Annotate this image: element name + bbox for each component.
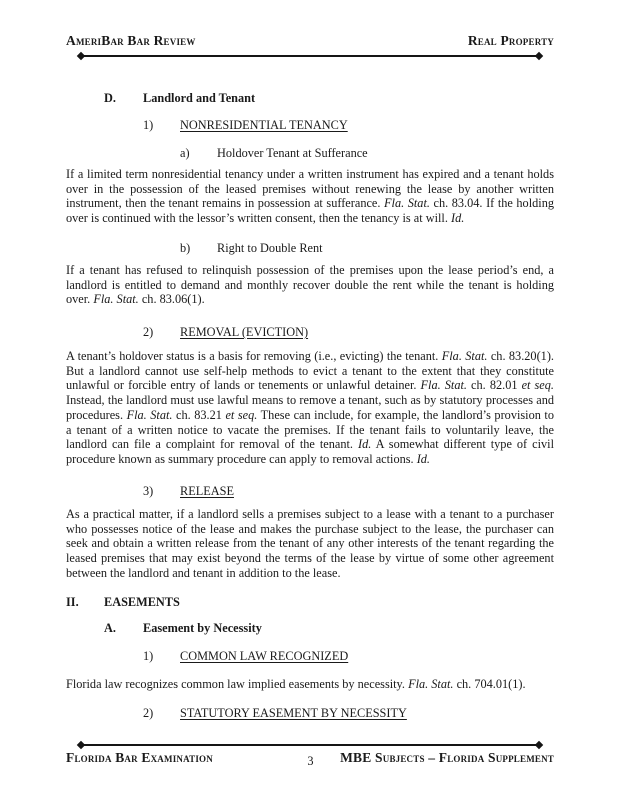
text-run: If a limited term nonresidential tenancy under a written instrument has expired and a tenant holds over in the possession of the leased premises without renewing the lease by another written instrument, then the tenant remains in possession at sufferance. (66, 167, 554, 211)
header-right-text: Real Property (467, 33, 554, 48)
footer-rule (80, 744, 540, 746)
citation-run: Fla. Stat. (384, 196, 430, 211)
citation-run: Id. (357, 437, 372, 452)
heading-label: b) (180, 241, 191, 255)
footer-left-text: Florida Bar Examination (66, 750, 213, 765)
heading-holdover-tenant-at-sufferance (66, 146, 554, 161)
header-rule (80, 55, 540, 57)
heading-text: NONRESIDENTIAL TENANCY (180, 118, 348, 132)
text-run: ch. 83.20(1). But a landlord cannot use self-help methods to evict a tenant to the extent that they constitute unlawful or forcible entry of lands or tenements or unlawful detainer. (66, 349, 554, 393)
heading-label: 3) (143, 484, 154, 498)
paragraph-removal (66, 349, 554, 467)
text-run: A somewhat different type of civil procedure known as summary procedure can apply to removal actions. (66, 437, 554, 466)
text-run: A tenant’s holdover status is a basis for removing (i.e., evicting) the tenant. (66, 349, 442, 363)
citation-run: Fla. Stat. (126, 407, 173, 422)
heading-text: Easement by Necessity (143, 621, 262, 635)
heading-landlord-and-tenant (66, 91, 554, 106)
footer-right-text: MBE Subjects – Florida Supplement (340, 750, 554, 765)
citation-run: Fla. Stat. (420, 378, 467, 393)
page-header (66, 33, 554, 49)
heading-label: A. (104, 621, 116, 635)
heading-release (66, 484, 554, 499)
heading-label: II. (66, 595, 79, 609)
heading-label: 1) (143, 118, 154, 132)
heading-label: 1) (143, 649, 154, 663)
citation-run: Id. (416, 451, 431, 466)
citation-run: Fla. Stat. (93, 292, 139, 307)
heading-text: Landlord and Tenant (143, 91, 256, 105)
heading-label: D. (104, 91, 116, 105)
heading-easement-by-necessity (66, 621, 554, 636)
text-run: ch. 83.04. If the holding over is continued with the lessor’s written consent, then the tenancy is at will. (66, 196, 554, 226)
heading-text: Right to Double Rent (217, 241, 323, 255)
paragraph-release (66, 507, 554, 581)
text-run: If a tenant has refused to relinquish possession of the premises upon the lease period’s end, a landlord is entitled to demand and monthly recover double the rent while the tenant is holding over. (66, 263, 554, 307)
text-run: Instead, the landlord must use lawful means to remove a tenant, such as by statutory processes and procedures. (66, 393, 554, 422)
heading-text: EASEMENTS (104, 595, 180, 609)
page-number: 3 (307, 754, 314, 768)
paragraph-double-rent (66, 263, 554, 307)
heading-text: STATUTORY EASEMENT BY NECESSITY (180, 706, 407, 720)
text-run: ch. 82.01 (466, 378, 522, 393)
heading-label: 2) (143, 706, 154, 720)
heading-text: RELEASE (180, 484, 234, 498)
heading-text: COMMON LAW RECOGNIZED (180, 649, 349, 663)
paragraph-holdover-sufferance (66, 167, 554, 226)
heading-statutory-easement-by-necessity (66, 706, 554, 721)
text-run: ch. 83.21 (172, 407, 226, 422)
text-run: ch. 83.06(1). (138, 292, 205, 307)
text-run: These can include, for example, the landlord’s provision to a tenant of a written notice to vacate the premises. If the tenant fails to voluntarily leave, the landlord can file a complaint for removal of the tenant. (66, 407, 554, 452)
heading-common-law-recognized (66, 649, 554, 664)
text-run: Florida law recognizes common law implied easements by necessity. (66, 677, 409, 691)
citation-run: Fla. Stat. (441, 349, 488, 363)
heading-label: 2) (143, 325, 154, 339)
text-run: As a practical matter, if a landlord sells a premises subject to a lease with a tenant to a purchaser who possesses notice of the lease and makes the purchase subject to the lease, the purchaser can seek and obtain a written release from the tenant of any other interests of the tenant regarding the leased premises that may exist beyond the terms of the lease by virtue of some other agreement between the landlord and tenant in addition to the lease. (66, 507, 554, 580)
heading-right-to-double-rent (66, 241, 554, 256)
text-run: ch. 704.01(1). (453, 677, 526, 691)
header-left-text: AmeriBar Bar Review (66, 33, 196, 48)
citation-run: et seq. (521, 378, 554, 393)
diamond-icon (535, 741, 543, 749)
citation-run: Fla. Stat. (408, 677, 454, 691)
citation-run: et seq. (225, 407, 258, 422)
diamond-icon (535, 52, 543, 60)
heading-text: REMOVAL (EVICTION) (180, 325, 309, 339)
citation-run: Id. (451, 211, 465, 226)
diamond-icon (77, 741, 85, 749)
heading-text: Holdover Tenant at Sufferance (217, 146, 368, 160)
heading-easements (66, 595, 554, 610)
heading-nonresidential-tenancy (66, 118, 554, 133)
paragraph-common-law (66, 677, 554, 692)
diamond-icon (77, 52, 85, 60)
heading-label: a) (180, 146, 190, 160)
heading-removal-eviction (66, 325, 554, 340)
